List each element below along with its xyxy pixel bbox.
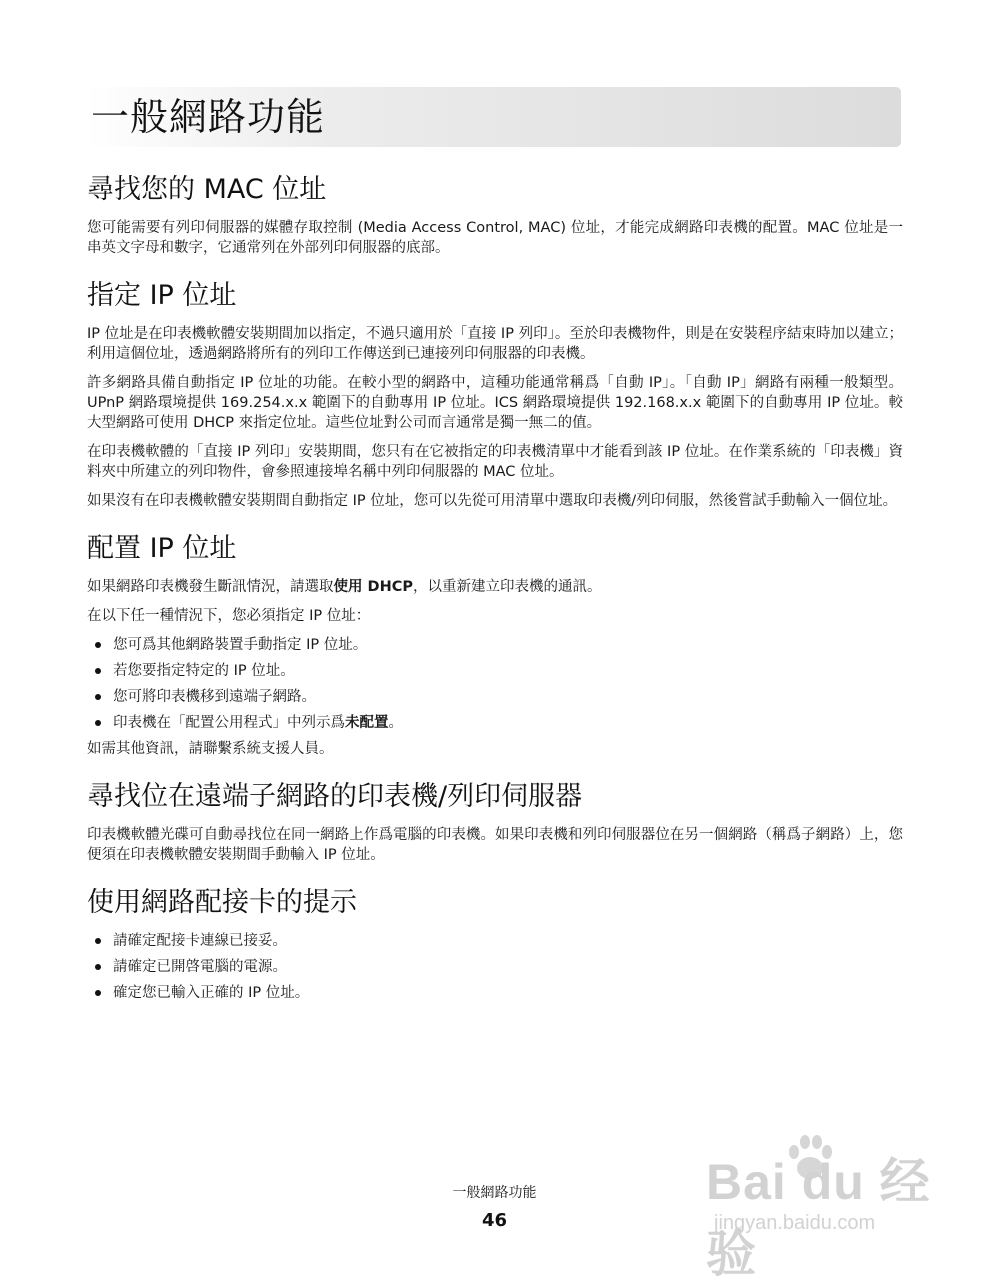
list-item: 請確定配接卡連線已接妥。 bbox=[87, 931, 903, 951]
intro-text-pre: 如果網路印表機發生斷訊情況，請選取 bbox=[87, 579, 334, 595]
paragraph: 許多網路具備自動指定 IP 位址的功能。在較小型的網路中，這種功能通常稱爲「自動 IP」。「自動 IP」網路有兩種一般類型。UPnP 網路環境提供 169.254.x.x 範圍下的自動專用 IP 位址。ICS 網路環境提供 192.168.x.x 範圍下的自動專用 IP 位址。較大型網路可使用 DHCP 來指定位址。這些位址對公司而言通常是獨一無二的值。 bbox=[87, 375, 903, 431]
chapter-title: 一般網路功能 bbox=[91, 95, 326, 139]
list-item: 確定您已輸入正確的 IP 位址。 bbox=[87, 983, 903, 1003]
use-dhcp-option: 使用 DHCP bbox=[333, 579, 413, 595]
bullet-icon bbox=[95, 720, 101, 726]
bullet-icon bbox=[95, 668, 101, 674]
bullet-icon bbox=[95, 964, 101, 970]
section-heading: 指定 IP 位址 bbox=[87, 280, 237, 311]
watermark-logo: Bai du 经验 bbox=[706, 1154, 931, 1282]
paragraph-intro bbox=[87, 577, 903, 597]
section-remote-subnet bbox=[87, 777, 903, 865]
list-item: 您可將印表機移到遠端子網路。 bbox=[87, 687, 903, 707]
section-adapter-tips bbox=[87, 883, 903, 1003]
list-item: 請確定已開啓電腦的電源。 bbox=[87, 957, 903, 977]
paragraph: 如果沒有在印表機軟體安裝期間自動指定 IP 位址，您可以先從可用清單中選取印表機/列印伺服，然後嘗試手動輸入一個位址。 bbox=[87, 493, 898, 509]
page-number: 46 bbox=[481, 1210, 508, 1231]
section-heading: 尋找您的 MAC 位址 bbox=[87, 174, 327, 205]
section-mac-address bbox=[87, 170, 903, 258]
section-configure-ip bbox=[87, 529, 903, 759]
page-content bbox=[87, 170, 903, 1021]
section-assign-ip bbox=[87, 276, 903, 511]
bullet-list bbox=[87, 635, 903, 733]
baidu-watermark bbox=[700, 1128, 970, 1282]
watermark-url: jingyan.baidu.com bbox=[714, 1212, 876, 1234]
chapter-banner bbox=[87, 87, 901, 147]
bullet-list bbox=[87, 931, 903, 1003]
list-item: 您可爲其他網路裝置手動指定 IP 位址。 bbox=[87, 635, 903, 655]
paragraph: IP 位址是在印表機軟體安裝期間加以指定，不過只適用於「直接 IP 列印」。至於印表機物件，則是在安裝程序結束時加以建立；利用這個位址，透過網路將所有的列印工作傳送到已連接列印伺服器的印表機。 bbox=[87, 326, 903, 362]
paragraph: 印表機軟體光碟可自動尋找位在同一網路上作爲電腦的印表機。如果印表機和列印伺服器位在另一個網路（稱爲子網路）上，您便須在印表機軟體安裝期間手動輸入 IP 位址。 bbox=[87, 827, 903, 863]
paragraph-closing: 如需其他資訊，請聯繫系統支援人員。 bbox=[87, 741, 334, 757]
not-configured-label: 未配置 bbox=[345, 715, 389, 731]
bullet-icon bbox=[95, 694, 101, 700]
paragraph: 您可能需要有列印伺服器的媒體存取控制 (Media Access Control, MAC) 位址，才能完成網路印表機的配置。MAC 位址是一串英文字母和數字，它通常列在外部列印伺服器的底部。 bbox=[87, 220, 903, 256]
footer-title: 一般網路功能 bbox=[452, 1185, 537, 1201]
bullet-icon bbox=[95, 938, 101, 944]
section-heading: 使用網路配接卡的提示 bbox=[87, 887, 357, 918]
paragraph: 在印表機軟體的「直接 IP 列印」安裝期間，您只有在它被指定的印表機清單中才能看到該 IP 位址。在作業系統的「印表機」資料夾中所建立的列印物件，會參照連接埠名稱中列印伺服器的 MAC 位址。 bbox=[87, 444, 903, 480]
bullet-icon bbox=[95, 990, 101, 996]
section-heading: 尋找位在遠端子網路的印表機/列印伺服器 bbox=[87, 781, 583, 812]
list-item: 印表機在「配置公用程式」中列示爲未配置。 bbox=[87, 713, 903, 733]
section-heading: 配置 IP 位址 bbox=[87, 533, 237, 564]
paragraph-lead: 在以下任一種情況下，您必須指定 IP 位址： bbox=[87, 608, 371, 624]
bullet-icon bbox=[95, 642, 101, 648]
list-item: 若您要指定特定的 IP 位址。 bbox=[87, 661, 903, 681]
intro-text-post: ，以重新建立印表機的通訊。 bbox=[413, 579, 602, 595]
